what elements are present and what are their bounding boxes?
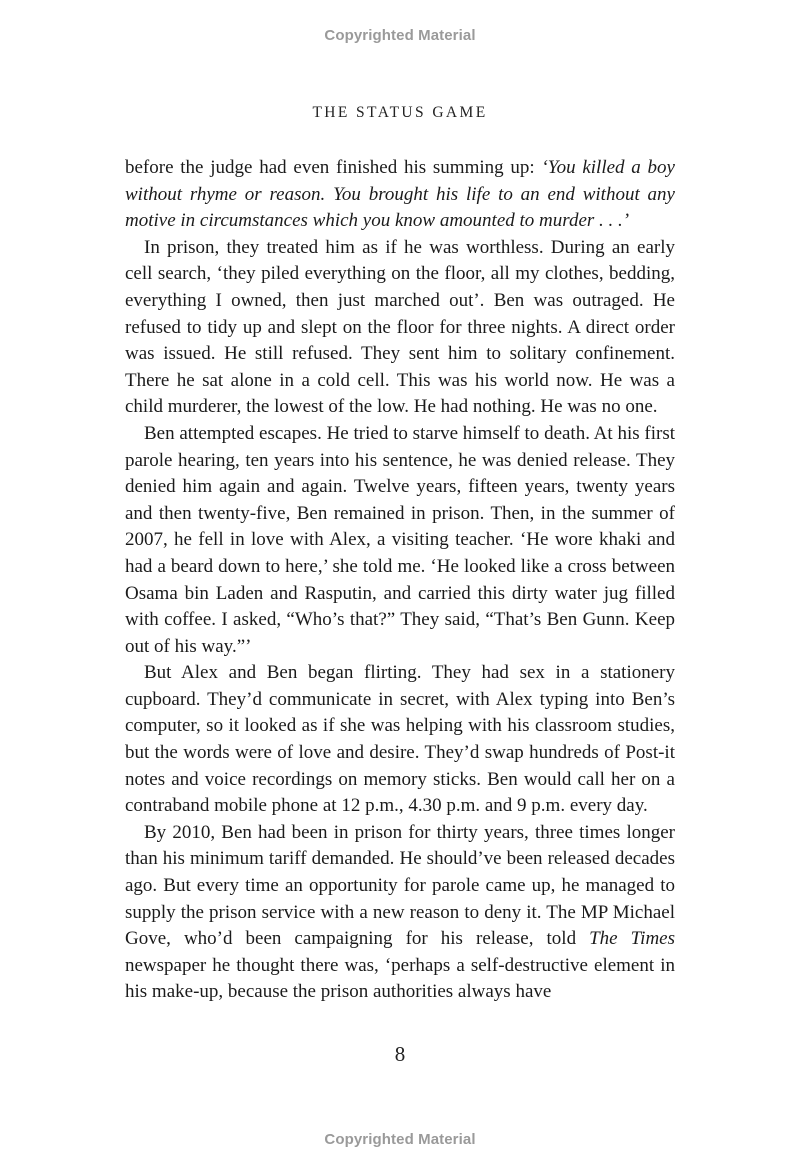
running-head: THE STATUS GAME xyxy=(312,104,488,121)
paragraph-1 xyxy=(125,155,675,235)
paragraph-5-tail: newspaper he thought there was, ‘perhaps a self-destructive element in his make-up, because the prison authorities always have xyxy=(125,954,675,1003)
paragraph-5-lead: By 2010, Ben had been in prison for thirty years, three times longer than his minimum tariff demanded. He should’ve been released decades ago. But every time an opportunity for parole came up, he managed to supply the prison service with a new reason to deny it. The MP Michael Gove, who’d been campaigning for his release, told xyxy=(125,821,675,950)
paragraph-1-lead: before the judge had even finished his summing up: xyxy=(125,157,542,178)
page-number: 8 xyxy=(394,1042,406,1066)
paragraph-4: But Alex and Ben began flirting. They had sex in a stationery cupboard. They’d communicate in secret, with Alex typing into Ben’s computer, so it looked as if she was helping with his classroom studies, but the words were of love and desire. They’d swap hundreds of Post-it notes and voice recordings on memory sticks. Ben would call her on a contraband mobile phone at 12 p.m., 4.30 p.m. and 9 p.m. every day. xyxy=(125,662,675,817)
body-text xyxy=(125,155,675,1006)
copyright-watermark-bottom: Copyrighted Material xyxy=(324,1131,476,1148)
newspaper-title: The Times xyxy=(589,928,675,950)
paragraph-3: Ben attempted escapes. He tried to starve himself to death. At his first parole hearing, ten years into his sentence, he was denied release. They denied him again and again. Twelve years, fifteen years, twenty years and then twenty-five, Ben remained in prison. Then, in the summer of 2007, he fell in love with Alex, a visiting teacher. ‘He wore khaki and had a beard down to here,’ she told me. ‘He looked like a cross between Osama bin Laden and Rasputin, and carried this dirty water jug filled with coffee. I asked, “Who’s that?” They said, “That’s Ben Gunn. Keep out of his way.”’ xyxy=(125,422,675,657)
paragraph-5 xyxy=(125,820,675,1006)
copyright-watermark-top: Copyrighted Material xyxy=(324,27,476,44)
paragraph-2: In prison, they treated him as if he was worthless. During an early cell search, ‘they piled everything on the floor, all my clothes, bedding, everything I owned, then just marched out’. Ben was outraged. He refused to tidy up and slept on the floor for three nights. A direct order was issued. He still refused. They sent him to solitary confinement. There he sat alone in a cold cell. This was his world now. He was a child murderer, the lowest of the low. He had nothing. He was no one. xyxy=(125,236,675,418)
judge-quote: ‘You killed a boy without rhyme or reason. You brought his life to an end without any motive in circumstances which you know amounted to murder . . .’ xyxy=(125,157,675,232)
